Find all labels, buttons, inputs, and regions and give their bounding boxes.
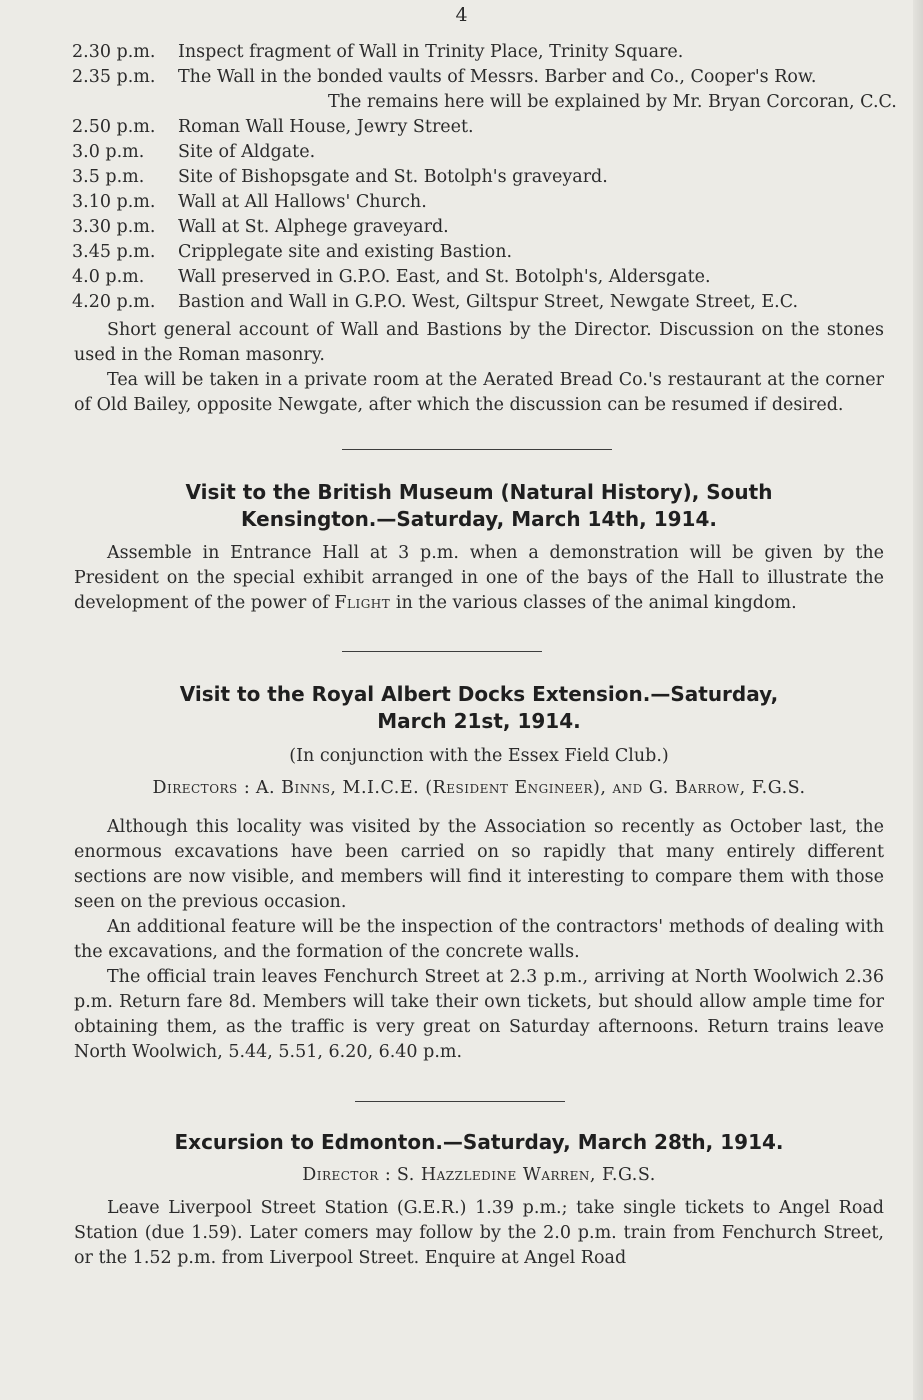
schedule-row	[72, 165, 887, 190]
museum-heading-line: Kensington.—Saturday, March 14th, 1914.	[241, 507, 717, 531]
schedule-desc: Roman Wall House, Jewry Street.	[178, 117, 474, 137]
schedule-time: 3.10 p.m.	[72, 192, 156, 212]
schedule-row	[72, 90, 897, 115]
docks-section	[74, 681, 884, 1065]
wall-notes	[74, 318, 884, 418]
schedule-time	[72, 90, 178, 115]
schedule-desc: Wall preserved in G.P.O. East, and St. Botolph's, Aldersgate.	[178, 267, 711, 287]
section-divider	[342, 651, 542, 652]
schedule-row	[72, 115, 887, 140]
museum-heading	[74, 479, 884, 533]
museum-heading-line: Visit to the British Museum (Natural History), South	[185, 480, 773, 504]
schedule-desc: The Wall in the bonded vaults of Messrs. Barber and Co., Cooper's Row.	[178, 67, 817, 87]
schedule-row	[72, 65, 887, 90]
docks-conjunction: (In conjunction with the Essex Field Club.)	[289, 746, 669, 766]
flight-word: Flight	[334, 593, 391, 613]
schedule-row	[72, 265, 887, 290]
schedule-time: 3.45 p.m.	[72, 242, 156, 262]
page-gutter	[913, 0, 923, 1400]
wall-note-paragraph: Tea will be taken in a private room at the Aerated Bread Co.'s restaurant at the corner of Old Bailey, opposite Newgate, after which the discussion can be resumed if desired.	[74, 370, 884, 415]
page-number: 4	[455, 4, 468, 26]
schedule-row	[72, 240, 887, 265]
section-divider	[355, 1101, 565, 1102]
edmonton-paragraph: Leave Liverpool Street Station (G.E.R.) 1.39 p.m.; take single tickets to Angel Road Station (due 1.59). Later comers may follow by the 2.0 p.m. train from Fenchurch Street, or the 1.52 p.m. from Liverpool Street. Enquire at Angel Road	[74, 1198, 884, 1268]
schedule-row	[72, 40, 887, 65]
schedule-row	[72, 140, 887, 165]
schedule-row	[72, 290, 887, 315]
edmonton-heading: Excursion to Edmonton.—Saturday, March 28th, 1914.	[174, 1130, 784, 1154]
directors-label: Directors :	[152, 778, 251, 798]
docks-paragraph: Although this locality was visited by the Association so recently as October last, the enormous excavations have been carried on so rapidly that many entirely different sections are now visible, and members will find it interesting to compare them with those seen on the previous occasion.	[74, 817, 884, 912]
edmonton-section	[74, 1129, 884, 1271]
schedule-row	[72, 190, 887, 215]
director-name: S. Hazzledine Warren, F.G.S.	[396, 1165, 656, 1185]
museum-text: Assemble in Entrance Hall at 3 p.m. when a demonstration will be given by the President on the special exhibit arranged in one of the bays of the Hall to illustrate the development of the power of	[74, 543, 884, 613]
docks-paragraph: An additional feature will be the inspection of the contractors' methods of dealing with the excavations, and the formation of the concrete walls.	[74, 917, 884, 962]
schedule-desc: Wall at St. Alphege graveyard.	[178, 217, 449, 237]
edmonton-director	[74, 1162, 884, 1188]
museum-paragraph	[74, 541, 884, 616]
museum-section	[74, 479, 884, 616]
director-label: Director :	[302, 1165, 392, 1185]
section-divider	[342, 449, 612, 450]
schedule-row	[72, 215, 887, 240]
schedule-time: 2.50 p.m.	[72, 117, 156, 137]
schedule-desc: Site of Bishopsgate and St. Botolph's graveyard.	[178, 167, 608, 187]
docks-directors	[74, 775, 884, 801]
wall-schedule	[72, 40, 897, 315]
docks-heading-line: Visit to the Royal Albert Docks Extension.—Saturday,	[179, 682, 779, 706]
docks-paragraph: The official train leaves Fenchurch Street at 2.3 p.m., arriving at North Woolwich 2.36 p.m. Return fare 8d. Members will take their own tickets, but should allow ample time for obtaining them, as the traffic is very great on Saturday afternoons. Return trains leave North Woolwich, 5.44, 5.51, 6.20, 6.40 p.m.	[74, 967, 884, 1062]
schedule-desc: Inspect fragment of Wall in Trinity Place, Trinity Square.	[178, 42, 684, 62]
schedule-time: 3.30 p.m.	[72, 217, 156, 237]
schedule-desc: Cripplegate site and existing Bastion.	[178, 242, 513, 262]
docks-heading-line: March 21st, 1914.	[377, 709, 581, 733]
schedule-desc: Site of Aldgate.	[178, 142, 316, 162]
schedule-desc: Wall at All Hallows' Church.	[178, 192, 427, 212]
museum-text: in the various classes of the animal kingdom.	[395, 593, 797, 613]
schedule-time: 3.0 p.m.	[72, 142, 145, 162]
schedule-desc: Bastion and Wall in G.P.O. West, Giltspur Street, Newgate Street, E.C.	[178, 292, 799, 312]
schedule-time: 2.30 p.m.	[72, 42, 156, 62]
directors-names: A. Binns, M.I.C.E. (Resident Engineer), and G. Barrow, F.G.S.	[255, 778, 806, 798]
schedule-time: 4.20 p.m.	[72, 292, 156, 312]
schedule-desc: The remains here will be explained by Mr. Bryan Corcoran, C.C.	[328, 92, 897, 112]
wall-note-paragraph: Short general account of Wall and Bastions by the Director. Discussion on the stones used in the Roman masonry.	[74, 320, 884, 365]
schedule-time: 4.0 p.m.	[72, 267, 145, 287]
schedule-time: 3.5 p.m.	[72, 167, 145, 187]
schedule-time: 2.35 p.m.	[72, 67, 156, 87]
docks-heading	[74, 681, 884, 735]
